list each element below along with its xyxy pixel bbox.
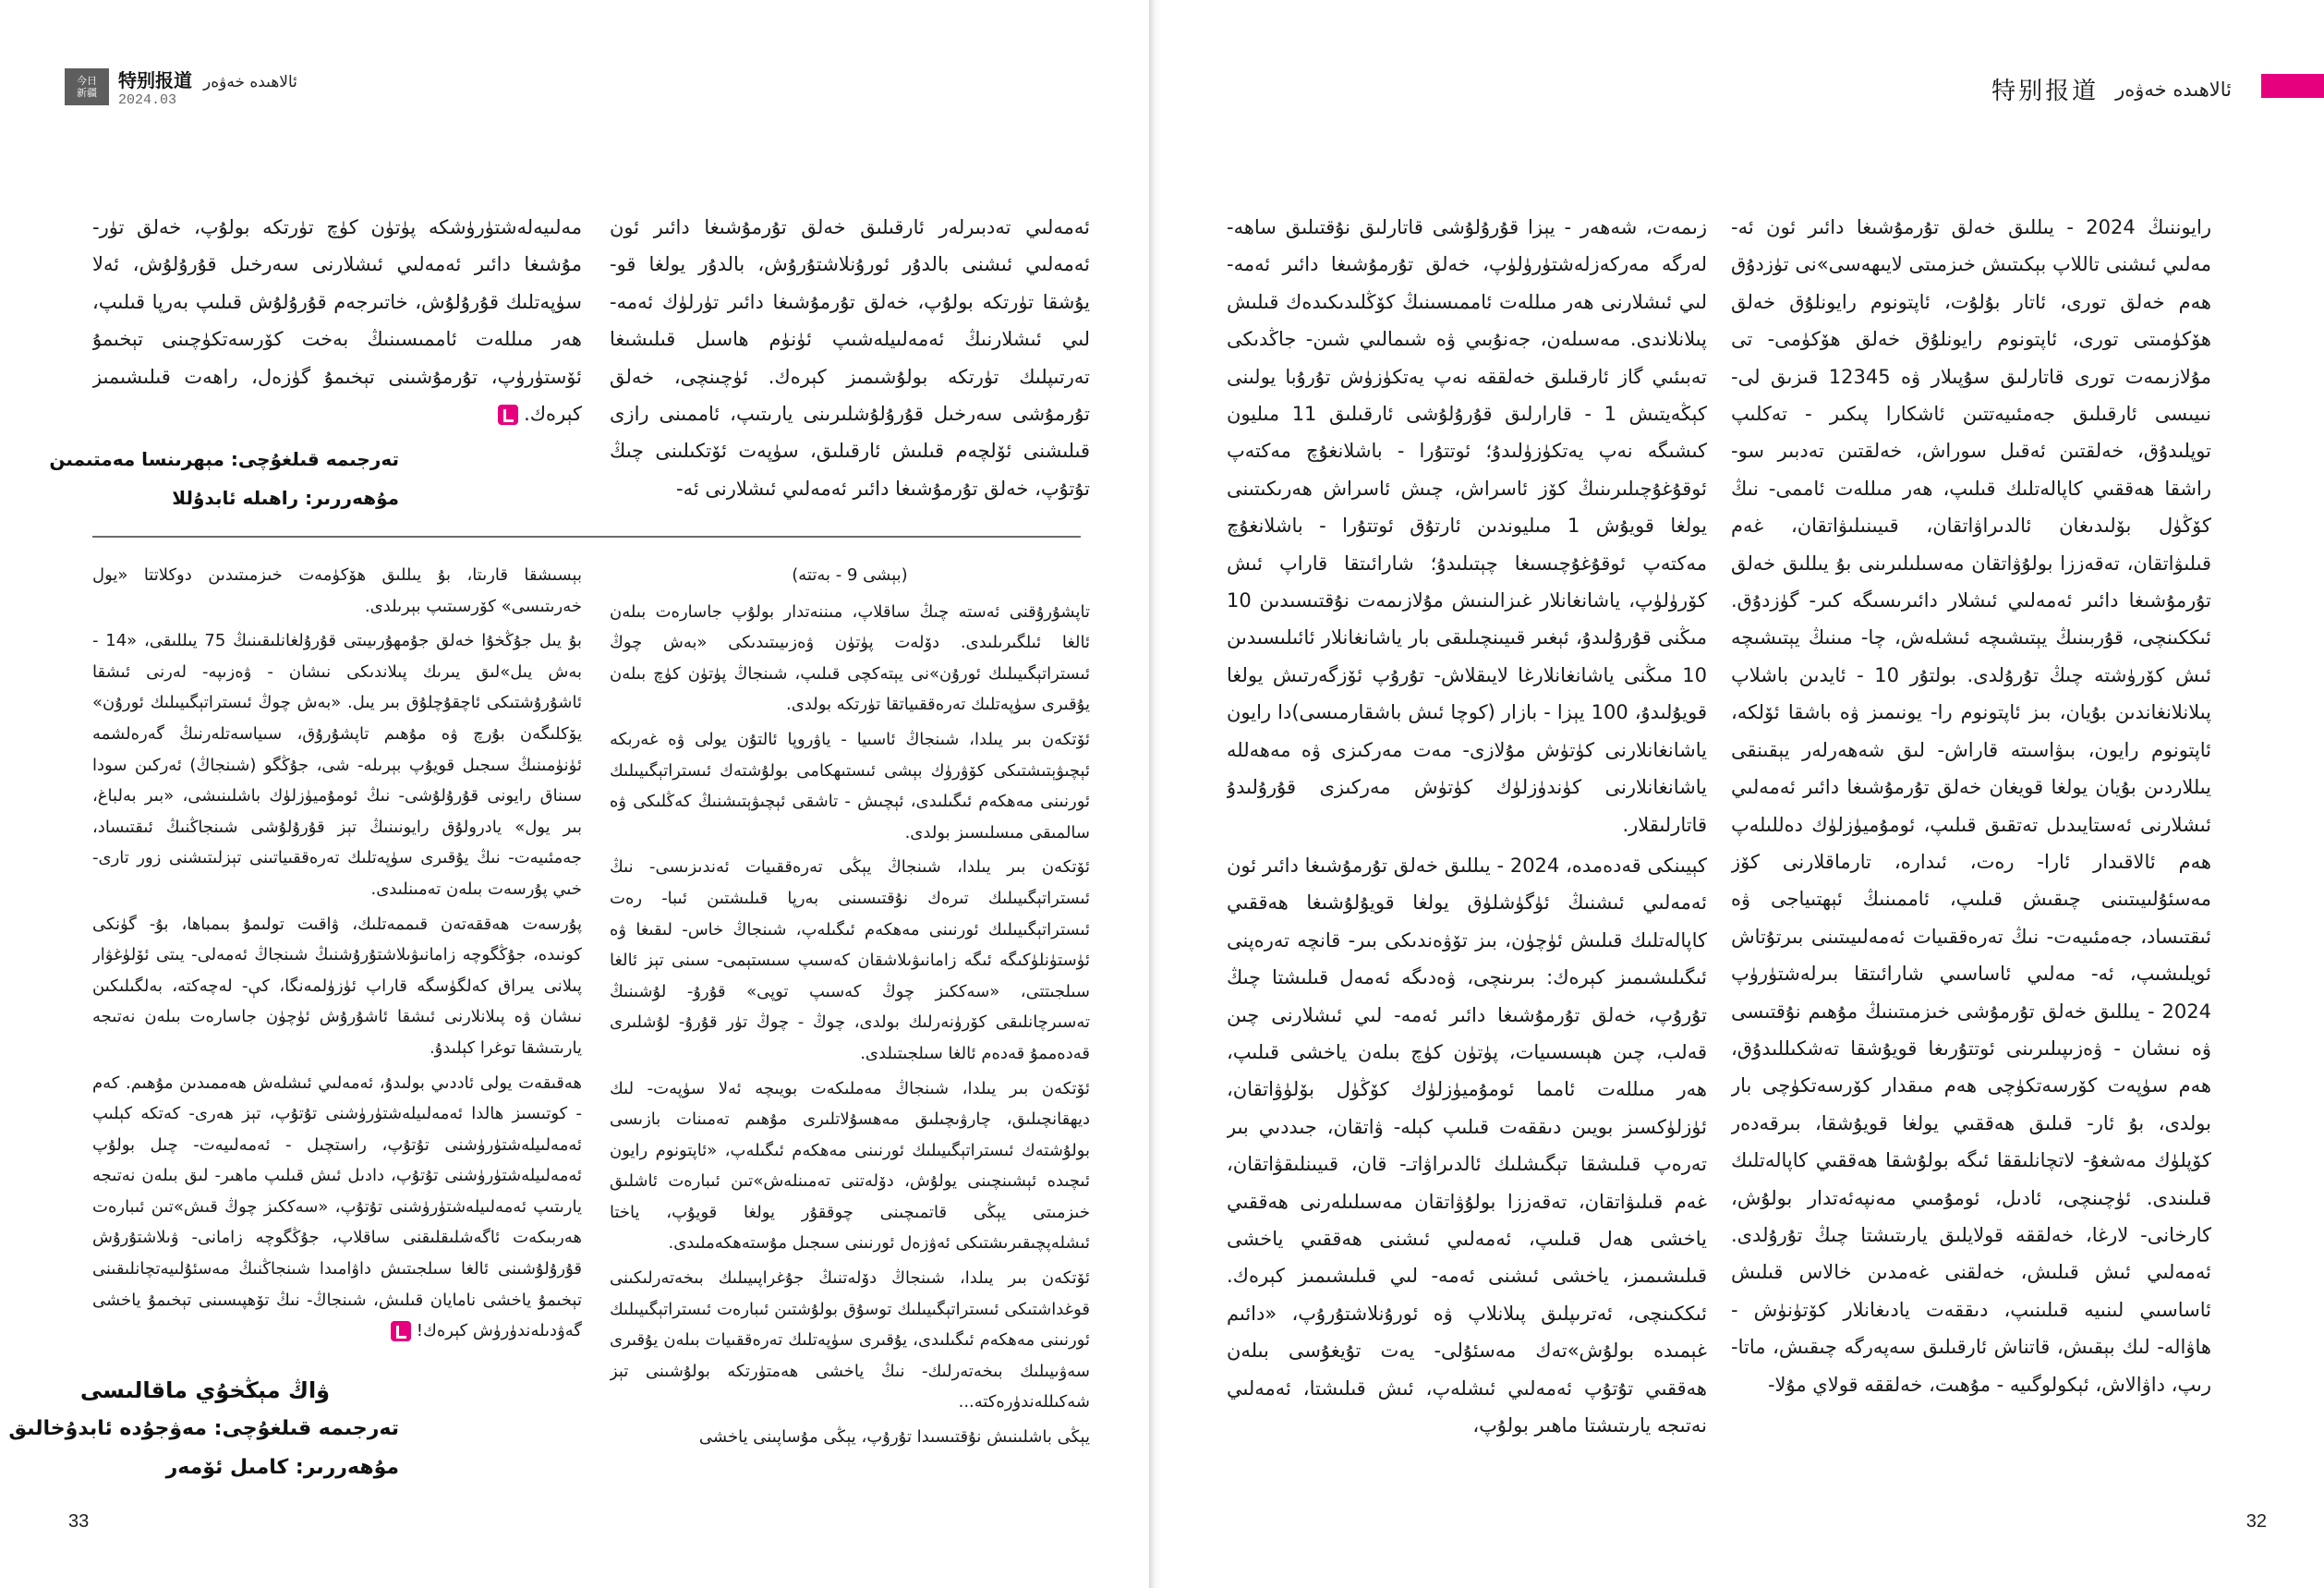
paragraph: كېيىنكى قەدەمدە، 2024 - يىللىق خەلق تۇرمۇشىغا دائىر ئون ئەمەلىي ئىشنىڭ ئۈگۈشلۈق يولغا قويۇلۇشىغا ھەققىي كاپالەتلىك قىلىش ئۈچۈن، بىز تۆۋەندىكى بىر- قانچە تەرەپنى ئىگىلىشىمىز كېرەك: بىرىنچى، ۋەدىگە ئەمەل قىلىشتا چىڭ تۇرۇپ، خەلق تۇرمۇشىغا دائىر ئەمە- لىي ئىشلارنى چىن قەلب، چىن ھېسسىيات، پۈتۈن كۈچ بىلەن ياخشى قىلىپ، ھەر مىللەت ئامما ئومۇميۈزلۈك كۆڭۈل بۆلۈۋاتقان، ئۈزلۈكسىز بويىن دىققەت قىلىپ كېلە- ۋاتقان، جىددىي بىر تەرەپ قىلىشقا تېگىشلىك ئالدىراۋاتـ- قان، قىيىنلىقۋاتقان، غەم قىلىۋاتقان، تەقەززا بولۇۋاتقان مەسىلىلەرنى ھەققىي ياخشى ھەل قىلىپ، ئەمەلىي ئىشنى ھەققىي ياخشى قىلىشىمىز، ياخشى ئىشنى ئەمە- لىي قىلىشىمىز كېرەك. ئىككىنچى، ئەترىپلىق پىلانلاپ ۋە ئورۇنلاشتۇرۇپ، «دائىم غېمىدە بولۇش»تەك مەسئۇلى- يەت تۇيغۇسى بىلەن ھەققىي تۇتۇپ ئەمەلىي ئىشلەپ، ئىش قىلىشتا، ئەمەلىي نەتىجە يارىتىشتا ماھىر بولۇپ، (1227, 854, 1707, 1436)
section-color-tab (2261, 74, 2324, 98)
paragraph: زىمەت، شەھەر - يېزا قۇرۇلۇشى قاتارلىق نۇقتىلىق ساھە- لەرگە مەركەزلەشتۈرۈلۈپ، خەلق تۇرمۇشىغا دائىر ئەمە- لىي ئىشلارنى ھەر مىللەت ئاممىسىنىڭ كۆڭلىدىكىدەك قىلىش پىلانلاندى. مەسىلەن، جەنۇبىي ۋە شىمالىي شىن- جاڭدىكى تەبىئىي گاز ئارقىلىق خەلققە نەپ يەتكۈزۈش تۇرۇبا يولىنى كېڭەيتىش 1 - قارارلىق قۇرۇلۇشى ئارقىلىق 11 مىليون كىشىگە نەپ يەتكۈزۈلىدۇ؛ ئوتتۇرا - باشلانغۇچ مەكتەپ ئوقۇغۇچىلىرىنىڭ كۆز ئاسراش، چىش ئاسراش ھەرىكىتىنى يولغا قويۇش 1 مىليوندىن ئارتۇق ئوتتۇرا - باشلانغۇچ مەكتەپ ئوقۇغۇچىسىغا چېتىلىدۇ؛ شارائىتقا قاراپ ئىش كۆرۈلۈپ، ياشانغانلار غىزالىنىش مۇلازىمەت نۇقتىسىدىن 10 مىڭنى قۇرۇلىدۇ، ئېغىر قىيىنچىلىقى بار ياشانغانلار ئائىلىسىدىن 10 مىڭنى ياشانغانلارغا لايىقلاش- تۇرۇپ ئۆزگەرتىش يولغا قويۇلىدۇ، 100 يېزا - بازار (كوچا ئىش باشقارمىسى)دا رايون ياشانغانلارنى كۈتۈش مۇلازى- مەت مەركىزى ۋە مەھەللە ياشانغانلارنى كۈندۈزلۈك كۈتۈش مەركىزى قۇرۇلىدۇ قاتارلىقلار. (1227, 216, 1707, 836)
editor-credit: مۇھەررىر: راھىلە ئابدۇللا (172, 487, 399, 509)
paragraph: ئۆتكەن بىر يىلدا، شىنجاڭ دۆلەتنىڭ جۇغراپىيىلىك بىخەتەرلىكىنى قوغداشتىكى ئىستراتېگىيىلىك توسۇق بولۇشتىن ئىبارەت ئىستراتېگىيىلىك ئورنىنى مەھكەم ئىگىلىدى، يۇقىرى سۈپەتلىك تەرەققىيات بىلەن يۇقىرى سەۋىيىلىك بىخەتەرلىك- نىڭ ياخشى ھەمتۈرتكە بولۇشىنى تېز شەكىللەندۈرەكتە... (610, 1268, 1090, 1412)
continued-from-label: (بېشى 9 - بەتتە) (792, 565, 908, 585)
right-page-header (1991, 72, 2232, 106)
section-title-ug: ئالاھىدە خەۋەر (2115, 78, 2232, 101)
article-column-right (1731, 209, 2211, 1521)
paragraph: بېسىشقا قارىتا، بۇ يىللىق ھۆكۈمەت خىزمىتىدىن دوكلاتتا «يول خەرىتىسى» كۆرسىتىپ بېرىلدى. (92, 565, 582, 616)
magazine-logo: 今日 新疆 (65, 68, 109, 105)
author-credit: ۋاڭ مېڭخۇي ماقالىسى (79, 1377, 331, 1403)
credits-block (11, 440, 399, 517)
article-column-top-right (610, 209, 1090, 514)
paragraph: تاپشۇرۇقنى ئەستە چىڭ ساقلاپ، مىننەتدار بولۇپ جاسارەت بىلەن ئالغا ئىلگىرىلىدى. دۆلەت پۈتۈن ۋەزىيىتىدىكى «بەش چوڭ ئىستراتېگىيىلىك ئورۇن»نى يېتەكچى قىلىپ، شىنجاڭ پۈتۈن كۈچ بىلەن يۇقىرى سۈپەتلىك تەرەققىياتقا تۈرتكە بولدى. (610, 601, 1090, 715)
article-column-bottom-left (92, 560, 582, 1364)
paragraph: ھەقىقەت يولى ئاددىي بولىدۇ، ئەمەلىي ئىشلەش ھەممىدىن مۇھىم. كەم - كوتىسىز ھالدا ئەمەلىيلەشتۈرۈشنى تۇتۇپ، تېز ھەرى- كەتكە كېلىپ ئەمەلىيلەشتۈرۈشنى تۇتۇپ، راستچىل - ئەمەلىيەت- چىل بولۇپ ئەمەلىيلەشتۈرۈشنى تۇتۇپ، دادىل ئىش قىلىپ ماھىر- لىق بىلەن نەتىجە يارىتىپ ئەمەلىيلەشتۈرۈشنى تۇتۇپ، «سەككىز چوڭ قىش»تىن ئىبارەت ھەربىكەت ئاگەشلىقلىقنى ساقلاپ، جۇڭگوچە زامانى- ۋىلاشتۇرۇش قۇرۇلۇشىنى ئالغا سىلجىتىش داۋامىدا شىنجاڭنىڭ مەسئۇلىيەتچانلىقىنى تېخىمۇ ياخشى نامايان قىلىش، شىنجاڭ- نىڭ تۆھپىسىنى تېخىمۇ ياخشى گەۋدىلەندۈرۈش كېرەك! (92, 1073, 582, 1341)
article-column-bottom-right (610, 560, 1090, 1493)
article-column-left (1227, 209, 1707, 1521)
paragraph: بۇ يىل جۇڭخۇا خەلق جۇمھۇرىيىتى قۇرۇلغانلىقىنىڭ 75 يىللىقى، «14 - بەش يىل»لىق يىرىك پىلاندىكى نىشان - ۋەزىپە- لەرنى ئىشقا ئاشۇرۇشتىكى ئاچقۇچلۇق بىر يىل. «بەش چوڭ ئىستراتېگىيىلىك ئورۇن» يۆكلىگەن بۇرچ ۋە مۇھىم تاپشۇرۇق، سىياسەتلەرنىڭ گەرەلشمە ئۈنۈمىنىڭ سىجىل قويۇپ بېرىلە- شى، جۇڭگو (شىنجاڭ) ئەركىن سودا سىناق رايونى قۇرۇلۇشى- نىڭ ئومۇميۈزلۈك باشلىنىشى، «بىر بەلباغ، بىر يول» يادرولۇق رايونىنىڭ تېز قۇرۇلۇشى شىنجاڭنىڭ ئىقتىساد، جەمئىيەت- نىڭ يۇقىرى سۈپەتلىك تەرەققىياتىنى تېزلىتىشنى زور تارى- خىي پۇرسەت بىلەن تەمىنلىدى. (92, 631, 582, 899)
issue-date: 2024.03 (118, 92, 177, 108)
paragraph: ئەمەلىي تەدبىرلەر ئارقىلىق خەلق تۇرمۇشىغا دائىر ئون ئەمەلىي ئىشنى بالدۇر ئورۇنلاشتۇرۇش، بالدۇر يولغا قو- يۇشقا تۈرتكە بولۇپ، خەلق تۇرمۇشىغا دائىر تۈرلۈك ئەمە- لىي ئىشلارنىڭ ئەمەلىيلەشىپ ئۈنۈم ھاسىل قىلىشىغا تەرتىپلىك تۈرتكە بولۇشىمىز كېرەك. ئۈچىنچى، خەلق تۇرمۇشى سەرخىل قۇرۇلۇشلىرىنى يارىتىپ، ئاممىنى رازى قىلىشنى ئۆلچەم قىلىش ئارقىلىق، سۈپەت ئۆتكىلىنى چىڭ تۇتۇپ، خەلق تۇرمۇشىغا دائىر ئەمەلىي ئىشلارنى ئە- (610, 216, 1090, 500)
article-end-icon (498, 405, 518, 425)
paragraph: مەلىيەلەشتۈرۈشكە پۈتۈن كۈچ تۈرتكە بولۇپ، خەلق تۈر- مۇشىغا دائىر ئەمەلىي ئىشلارنى سەرخىل قۇرۇلۇش، ئەلا سۈپەتلىك قۇرۇلۇش، خاتىرجەم قۇرۇلۇش قىلىپ بەرپا قىلىپ، ھەر مىللەت ئاممىسىنىڭ بەخت كۆرسەتكۈچىنى تېخىمۇ ئۆستۈرۈپ، تۇرمۇشىنى تېخىمۇ گۈزەل، راھەت قىلىشىمىز كېرەك. (92, 216, 582, 426)
paragraph: ئۆتكەن بىر يىلدا، شىنجاڭ ئاسىيا - ياۋروپا ئالتۇن يولى ۋە غەربكە ئېچىۋېتىشتىكى كۆۋرۈك بېشى ئىستىھكامى بولۇشتەك ئىستراتېگىيىلىك ئورنىنى مەھكەم ئىگىلىدى، ئېچىش - تاشقى ئېچىۋېتىشنىڭ كەڭلىكى ۋە سالمىقى مىسلىسىز بولدى. (610, 729, 1090, 842)
page-number: 32 (2245, 1511, 2267, 1532)
editor-credit: مۇھەررىر: كامىل ئۆمەر (165, 1456, 399, 1479)
paragraph: ئۆتكەن بىر يىلدا، شىنجاڭ مەملىكەت بويىچە ئەلا سۈپەت- لىك ديھقانچىلىق، چارۋىچىلىق مەھسۇلاتلىرى مۇھىم تەمىنات بازىسى بولۇشتەك ئىستراتېگىيىلىك ئورنىنى مەھكەم ئىگىلەپ، «ئاپتونوم رايون ئىچىدە ئېشىنچىنى يولۇش، دۆلەتنى تەمىنلەش»تىن ئىبارەت ئاشلىق خىزمىتى يېڭى قاتمىچىنى چوققۇر يولغا قويۇپ، ياختا ئىشلەپچىقىرىشتىكى ئەۋزەل ئورنىنى سىجىل مۇستەھكەملىدى. (610, 1078, 1090, 1254)
paragraph: پۇرسەت ھەققەتەن قىممەتلىك، ۋاقىت تولىمۇ بىمباھا، بۇ- گۈنكى كونىدە، جۇڭگوچە زامانىۋىلاشتۇرۇشنىڭ شىنجاڭ ئەمەلى- يىتى ئۆلۈغۋار پىلانى يىراق كەلگۈسگە قاراپ ئۈزۈلمەنگا، كې- لەچەكتە، بەلگىلىكىن نىشان ۋە پىلانلارنى ئىشقا ئاشۇرۇش ئۈچۈن جاسارەت بىلەن نەتىجە يارىتىشقا توغرا كېلىدۇ. (92, 914, 582, 1058)
paragraph: رايوننىڭ 2024 - يىللىق خەلق تۇرمۇشىغا دائىر ئون ئە- مەلىي ئىشنى تاللاپ بېكىتىش خىزمىتى لايىھەسى»نى تۈزدۇق ھەم خەلق تورى، ئاتار بۇلۇت، ئاپتونوم رايونلۇق خەلق ھۆكۈمىتى تورى، ئاپتونوم رايونلۇق خەلق ھۆكۈمى- تى مۇلازىمەت تورى قاتارلىق سۇپىلار ۋە 12345 قىزىق لى- نىيىسى ئارقىلىق جەمئىيەتتىن ئاشكارا پىكىر - تەكلىپ توپلىدۇق، خەلقتىن ئەقىل سوراش، خەلقتىن تەدبىر سو- راشقا ھەققىي كاپالەتلىك قىلىپ، ھەر مىللەت ئاممى- نىڭ كۆڭۈل بۆلىدىغان ئالدىراۋاتقان، قىيىنىلىۋاتقان، غەم قىلىۋاتقان، تەقەززا بولۇۋاتقان مەسىلىلىرىنى بۇ يىللىق خەلق تۇرمۇشىغا دائىر ئەمەلىي ئىشلار دائىرىسىگە كىر- گۈزدۇق. ئىككىنچى، قۇربىنىڭ يېتىشىچە ئىشلەش، چا- مىنىڭ يېتىشىچە ئىش كۆرۈشتە چىڭ تۇرۇلدى. بولتۇر 10 - ئايدىن باشلاپ پىلانلانغاندىن بۇيان، بىز ئاپتونوم را- يونىمىز ۋە باشقا ئۆلكە، ئاپتونوم رايون، بىۋاسىتە قاراش- لىق شەھەرلەر يېقىنقى يىللاردىن بۇيان يولغا قويغان خەلق تۇرمۇشىغا دائىر ئەمەلىي ئىشلارنى ئەستايىدىل تەتقىق قىلىپ، ئومۇميۈزلۈك دەللىلەپ ھەم ئالاقىدار ئارا- رەت، ئىدارە، تارماقلارنى كۆز مەسئۇلىيىتىنى چىقىش قىلىپ، ئاممىنىڭ ئېھتىياجى ۋە ئىقتىساد، جەمئىيەت- نىڭ تەرەققىيات ئەمەلىيىتىنى بىرتۇتاش ئويلىشىپ، ئە- مەلىي ئاساسىي شارائىتقا بىرلەشتۈرۈپ 2024 - يىللىق خەلق تۇرمۇشى خىزمىتىنىڭ مۇھىم نۇقتىسى ۋە نىشان - ۋەزىپىلىرىنى ئوتتۇرىغا قويۇشقا تەشكىللىدۇق، ھەم سۈپەت كۆرسەتكۈچى ھەم مىقدار كۆرسەتكۈچى بار بولدى، بۇ ئار- قىلىق ھەققىي يولغا قويۇشقا، بىرقەدەر كۆپلۈك مەشغۇ- لاتچانلىققا ئىگە بولۇشقا ھەققىي كاپالەتلىك قىلىندى. ئۈچىنچى، ئادىل، ئومۇمىي مەنپەئەتدار بولۇش، كارخانى- لارغا، خەلققە قولايلىق يارىتىشتا چىڭ تۇرۇلدى. ئەمەلىي ئىش قىلىش، خەلقنى غەمدىن خالاس قىلىش ئاساسىي لىنىيە قىلىنىپ، دىققەت يادىغانلار كۆتۈنۈش - ھاۋالە- لىك بېقىش، قاتناش ئارقىلىق سەپەرگە چىقىش، ماتا- رىپ، داۋالاش، ئېكولوگىيە - مۇھىت، خەلققە قولاي مۇلا- (1731, 216, 2211, 1396)
translator-credit: تەرجىمە قىلغۇچى: مەۋجۇدە ئابدۇخالىق (8, 1417, 399, 1440)
left-page-header (65, 67, 297, 107)
section-divider (92, 536, 1081, 538)
section-title: 特别报道 (1991, 78, 2100, 105)
page-spine (1149, 0, 1162, 1588)
article-end-icon (391, 1321, 411, 1341)
credits-block (8, 1371, 399, 1487)
page-number: 33 (68, 1511, 90, 1532)
paragraph: ئۆتكەن بىر يىلدا، شىنجاڭ يېڭى تەرەققىيات ئەندىزىسى- نىڭ ئىستراتېگىيىلىك تىرەك نۇقتىسىنى بەرپا قىلىشتىن ئىبا- رەت ئىستراتېگىيىلىك ئورنىنى مەھكەم ئىگىلەپ، شىنجاڭ خاس- لىقىغا ۋە ئۈستۈنلۈكىگە ئىگە زامانىۋىلاشقان كەسىپ سىستېمى- سىنى تېز ئالغا سىلجىتتى، «سەككىز چوڭ كەسىپ توپى» قۇرۇ- لۇشىنىڭ تەسىرچانلىقى كۆرۈنەرلىك بولدى، چوڭ - چوڭ تۈر قۇرۇ- لۇشلىرى قەدەممۇ قەدەم ئالغا سىلجىتىلدى. (610, 857, 1090, 1063)
paragraph: يېڭى باشلىنىش نۇقتىسىدا تۇرۇپ، يېڭى مۇساپىنى ياخشى (698, 1427, 1090, 1448)
right-page (1162, 0, 2324, 1588)
left-page (0, 0, 1149, 1588)
translator-credit: تەرجىمە قىلغۇچى: مېھرىنسا مەمتىمىن (49, 448, 399, 470)
section-title-ug: ئالاھىدە خەۋەر (203, 73, 297, 91)
section-title: 特别报道 (118, 69, 192, 91)
